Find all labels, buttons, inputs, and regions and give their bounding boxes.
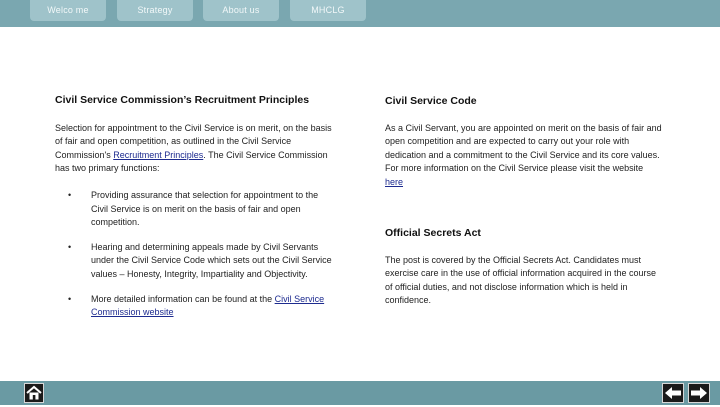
list-item	[55, 293, 337, 320]
home-icon	[25, 384, 43, 402]
official-secrets-act-section	[385, 227, 663, 308]
top-navigation-bar	[0, 0, 720, 27]
intro-text-after: . The Civil Service Commission has two primary functions:	[55, 149, 328, 174]
recruitment-principles-link[interactable]: Recruitment Principles	[113, 149, 204, 160]
tab-about-us[interactable]: About us	[203, 0, 279, 21]
recruitment-principles-intro	[55, 122, 337, 176]
arrow-left-icon	[663, 384, 683, 402]
functions-list	[55, 189, 337, 320]
civil-service-code-body: As a Civil Servant, you are appointed on merit on the basis of fair and open competition and are expected to carry out your role with dedication and a commitment to the Civil Service and its core values. For more information on the Civil Service please visit the website	[385, 122, 662, 174]
tab-strategy[interactable]: Strategy	[117, 0, 193, 21]
recruitment-principles-section	[55, 94, 337, 331]
tab-mhclg[interactable]: MHCLG	[290, 0, 366, 21]
list-item	[55, 241, 337, 282]
tab-welcome[interactable]: Welco me	[30, 0, 106, 21]
civil-service-commission-link[interactable]: Civil Service Commission website	[91, 293, 325, 318]
arrow-right-icon	[689, 384, 709, 402]
official-secrets-act-text: The post is covered by the Official Secrets Act. Candidates must exercise care in the use of official information acquired in the course of official duties, and not disclose information which is held in confidence.	[385, 254, 656, 306]
list-item-text: Providing assurance that selection for appointment to the Civil Service is on merit on the basis of fair and open competition.	[91, 189, 319, 228]
list-item	[55, 189, 337, 230]
previous-button[interactable]	[662, 383, 684, 403]
bullet-icon: •	[68, 293, 72, 304]
intro-text-before: Selection for appointment to the Civil Service is on merit, on the basis of fair and open competition, as outlined in the Civil Service Commission's	[55, 122, 332, 160]
list-item-text: More detailed information can be found at the	[91, 293, 275, 304]
list-item-text: Hearing and determining appeals made by Civil Servants under the Civil Service Code which sets out the Civil Service values – Honesty, Integrity, Impartiality and Objectivity.	[91, 241, 332, 279]
civil-service-code-section	[385, 95, 663, 190]
bullet-icon: •	[68, 241, 72, 252]
next-button[interactable]	[688, 383, 710, 403]
bullet-icon: •	[68, 189, 72, 200]
bottom-bar	[0, 381, 720, 405]
civil-service-code-heading: Civil Service Code	[385, 95, 477, 107]
civil-service-code-text	[385, 122, 663, 190]
official-secrets-act-heading: Official Secrets Act	[385, 227, 481, 239]
civil-service-code-link[interactable]: here	[385, 176, 404, 187]
home-button[interactable]	[24, 383, 44, 403]
recruitment-principles-heading: Civil Service Commission’s Recruitment Principles	[55, 94, 310, 106]
